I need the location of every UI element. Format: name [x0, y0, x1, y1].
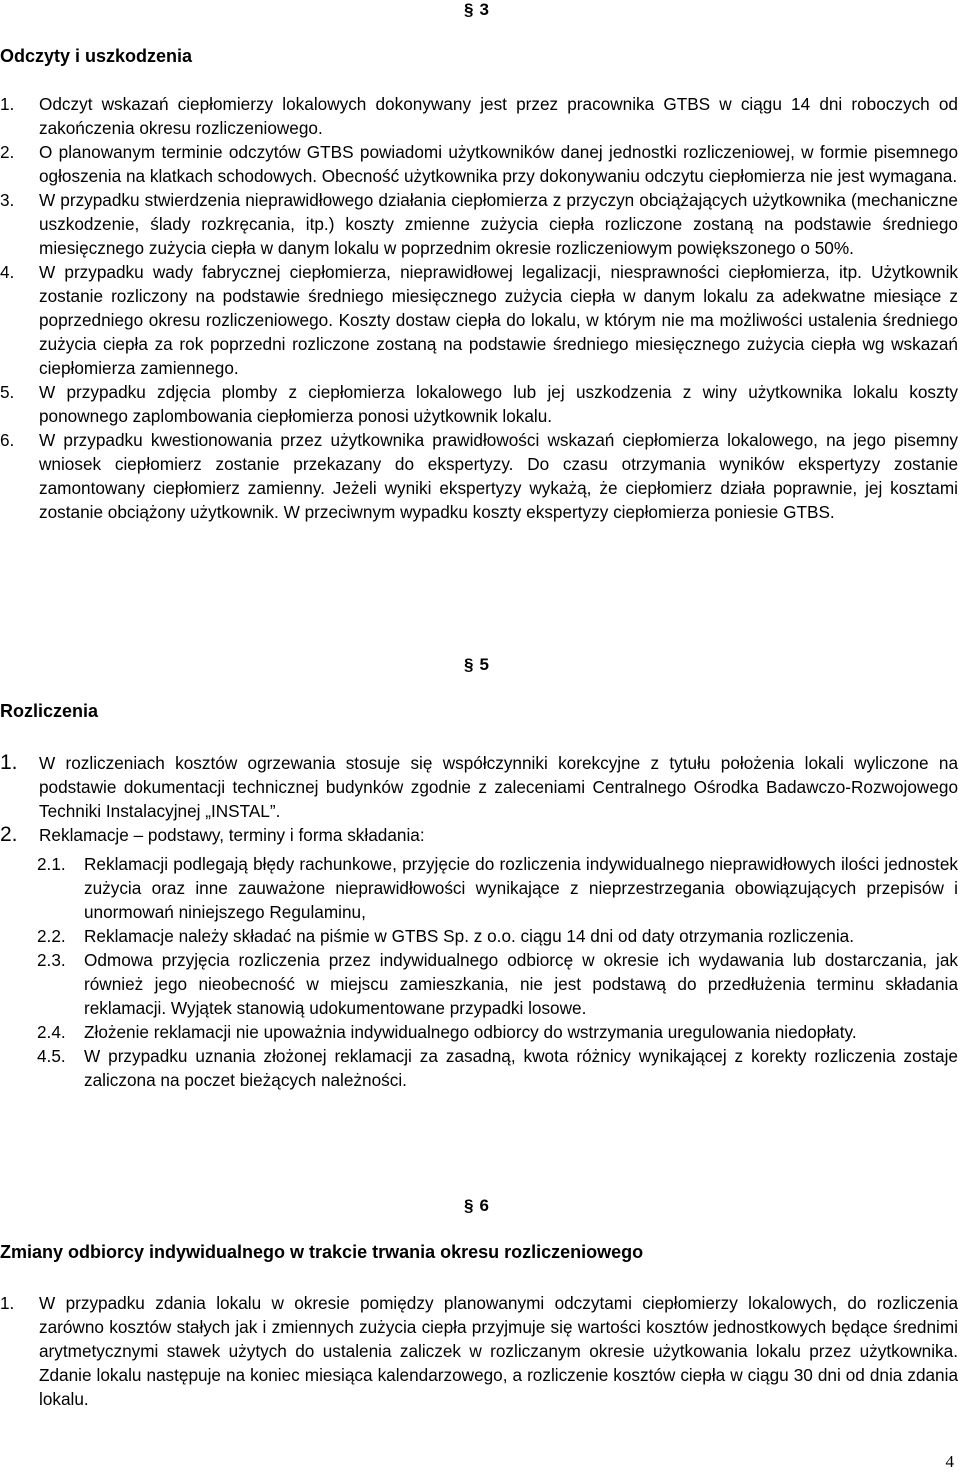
section-6-title: Zmiany odbiorcy indywidualnego w trakcie trwania okresu rozliczeniowego [0, 1242, 644, 1262]
section-5-title: Rozliczenia [0, 701, 99, 721]
list-item: 1. Odczyt wskazań ciepłomierzy lokalowych dokonywany jest przez pracownika GTBS w ciągu 14 dni roboczych od zakończenia okresu rozliczeniowego. [0, 94, 958, 138]
section-number: 5 [479, 655, 489, 674]
section-number: 3 [479, 0, 489, 19]
list-item: 2.3. Odmowa przyjęcia rozliczenia przez indywidualnego odbiorcę w okresie ich wydawania lub dostarczania, jak również jego nieobecność w miejscu zamieszkania, nie jest podstawą do przedłużenia terminu składania reklamacji. Wyjątek stanowią udokumentowane przypadki losowe. [37, 950, 958, 1018]
section-5-list [0, 751, 958, 847]
list-item: 4. W przypadku wady fabrycznej ciepłomierza, nieprawidłowej legalizacji, niesprawności ciepłomierza, itp. Użytkownik zostanie rozliczony na podstawie średniego miesięcznego zużycia ciepła w danym lokalu za adekwatne miesiące z poprzedniego okresu rozliczeniowego. Koszty dostaw ciepła do lokalu, w którym nie ma możliwości ustalenia średniego zużycia ciepła za rok poprzedni rozliczone zostaną na podstawie średniego miesięcznego zużycia ciepła wg wskazań ciepłomierza zamiennego. [0, 262, 958, 378]
list-item: 2.4. Złożenie reklamacji nie upoważnia indywidualnego odbiorcy do wstrzymania uregulowania niedopłaty. [37, 1022, 857, 1042]
list-item: 2.2. Reklamacje należy składać na piśmie w GTBS Sp. z o.o. ciągu 14 dni od daty otrzymania rozliczenia. [37, 926, 854, 946]
section-3-list [0, 92, 958, 524]
section-sign: § [464, 0, 474, 19]
list-item: 1. W przypadku zdania lokalu w okresie pomiędzy planowanymi odczytami ciepłomierzy lokalowych, do rozliczenia zarówno kosztów stałych jak i zmiennych zużycia ciepła przyjmuje się wartości kosztów jednostkowych będące średnimi arytmetycznymi stawek użytych do ustalenia zaliczek w rozliczanym okresie użytkowania lokalu przez użytkownika. Zdanie lokalu następuje na koniec miesiąca kalendarzowego, a rozliczenie kosztów ciepła w ciągu 30 dni od dnia zdania lokalu. [0, 1293, 958, 1409]
list-item: 2. O planowanym terminie odczytów GTBS powiadomi użytkowników danej jednostki rozliczeniowej, w formie pisemnego ogłoszenia na klatkach schodowych. Obecność użytkownika przy dokonywaniu odczytu ciepłomierza nie jest wymagana. [0, 142, 958, 186]
page-number: 4 [945, 1452, 954, 1471]
section-sign: § [464, 655, 474, 674]
section-3-mark [464, 0, 489, 20]
section-sign: § [464, 1196, 474, 1215]
list-item: 5. W przypadku zdjęcia plomby z ciepłomierza lokalowego lub jej uszkodzenia z winy użytkownika lokalu koszty ponownego zaplombowania ciepłomierza ponosi użytkownik lokalu. [0, 382, 958, 426]
list-item: 2. Reklamacje – podstawy, terminy i forma składania: [0, 823, 425, 846]
section-6-mark [464, 1196, 489, 1216]
section-6-list [0, 1291, 958, 1411]
section-number: 6 [479, 1196, 489, 1215]
list-item: 1. W rozliczeniach kosztów ogrzewania stosuje się współczynniki korekcyjne z tytułu położenia lokali wyliczone na podstawie dokumentacji technicznej budynków zgodnie z zaleceniami Centralnego Ośrodka Badawczo-Rozwojowego Techniki Instalacyjnej „INSTAL”. [0, 751, 958, 821]
list-item: 3. W przypadku stwierdzenia nieprawidłowego działania ciepłomierza z przyczyn obciążających użytkownika (mechaniczne uszkodzenie, ślady rozkręcania, itp.) koszty zmienne zużycia ciepła rozliczone zostaną na podstawie średniego miesięcznego zużycia ciepła w danym lokalu w poprzednim okresie rozliczeniowym powiększonego o 50%. [0, 190, 958, 258]
section-5-mark [464, 655, 489, 675]
list-item: 6. W przypadku kwestionowania przez użytkownika prawidłowości wskazań ciepłomierza lokalowego, na jego pisemny wniosek ciepłomierz zostanie przekazany do ekspertyzy. Do czasu otrzymania wyników ekspertyzy zostanie zamontowany ciepłomierz zamienny. Jeżeli wyniki ekspertyzy wykażą, że ciepłomierz działa poprawnie, jej kosztami zostanie obciążony użytkownik. W przeciwnym wypadku koszty ekspertyzy ciepłomierza poniesie GTBS. [0, 430, 958, 522]
section-3-title: Odczyty i uszkodzenia [0, 46, 193, 66]
list-item: 4.5. W przypadku uznania złożonej reklamacji za zasadną, kwota różnicy wynikającej z korekty rozliczenia zostaje zaliczona na poczet bieżących należności. [37, 1046, 958, 1090]
list-item: 2.1. Reklamacji podlegają błędy rachunkowe, przyjęcie do rozliczenia indywidualnego nieprawidłowych ilości jednostek zużycia oraz inne zauważone nieprawidłowości wynikające z nieprzestrzegania obowiązujących przepisów i unormowań niniejszego Regulaminu, [37, 854, 958, 922]
section-5-sublist [37, 852, 958, 1092]
